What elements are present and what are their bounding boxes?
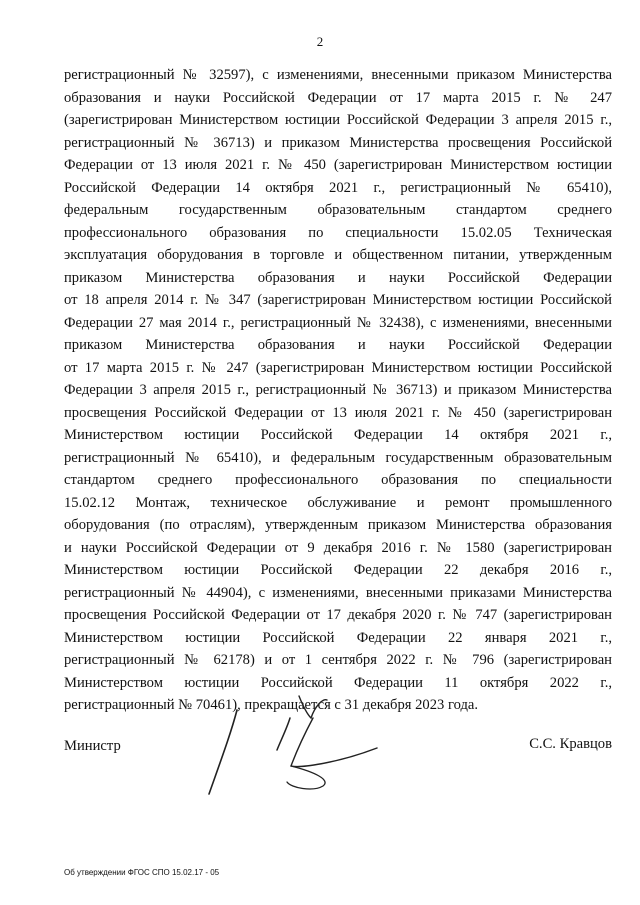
body-line: регистрационный № 32597), с изменениями, внесенными приказом Министерства (64, 67, 612, 83)
body-line: Федерации от 13 июля 2021 г. № 450 (зарегистрирован Министерством юстиции (64, 157, 612, 173)
body-line: эксплуатация оборудования в торговле и общественном питании, утвержденным (64, 247, 612, 263)
body-line: приказом Министерства образования и науки Российской Федерации (64, 337, 612, 353)
body-line: 15.02.12 Монтаж, техническое обслуживание и ремонт промышленного (64, 494, 612, 511)
body-line: и науки Российской Федерации от 9 декабря 2016 г. № 1580 (зарегистрирован (64, 539, 612, 556)
body-line-last: регистрационный № 70461), прекращается с 31 декабря 2023 года. (64, 697, 479, 713)
body-line: Федерации 27 мая 2014 г., регистрационный № 32438), с изменениями, внесенными (64, 314, 612, 331)
body-line: стандартом среднего профессионального образования по специальности (64, 472, 612, 488)
body-line: образования и науки Российской Федерации от 17 марта 2015 г. № 247 (64, 89, 612, 106)
body-line: регистрационный № 62178) и от 1 сентября 2022 г. № 796 (зарегистрирован (64, 652, 612, 668)
body-line: просвещения Российской Федерации от 13 июля 2021 г. № 450 (зарегистрирован (64, 404, 612, 421)
body-line: регистрационный № 44904), с изменениями, внесенными приказами Министерства (64, 584, 612, 601)
body-line: просвещения Российской Федерации от 17 декабря 2020 г. № 747 (зарегистрирован (64, 607, 612, 623)
body-line: Министерством юстиции Российской Федерации 22 декабря 2016 г., (64, 562, 612, 578)
body-line: Министерством юстиции Российской Федерации 22 января 2021 г., (64, 629, 612, 646)
body-line: приказом Министерства образования и науки Российской Федерации (64, 269, 612, 286)
body-line: регистрационный № 36713) и приказом Министерства просвещения Российской (64, 134, 612, 151)
footer-doc-ref: Об утверждении ФГОС СПО 15.02.17 - 05 (64, 868, 220, 877)
body-line: федеральным государственным образовательным стандартом среднего (64, 202, 612, 218)
body-line: регистрационный № 65410), и федеральным государственным образовательным (64, 449, 612, 466)
body-line: оборудования (по отраслям), утвержденным приказом Министерства образования (64, 517, 612, 533)
body-line: профессионального образования по специальности 15.02.05 Техническая (64, 224, 612, 241)
body-line: Федерации 3 апреля 2015 г., регистрационный № 36713) и приказом Министерства (64, 382, 612, 398)
body-line: Министерством юстиции Российской Федерации 11 октября 2022 г., (64, 674, 612, 691)
body-line: Министерством юстиции Российской Федерации 14 октября 2021 г., (64, 427, 612, 443)
body-line: от 18 апреля 2014 г. № 347 (зарегистрирован Министерством юстиции Российской (64, 292, 612, 308)
body-line: от 17 марта 2015 г. № 247 (зарегистрирован Министерством юстиции Российской (64, 359, 612, 376)
signatory-title: Министр (64, 738, 121, 754)
body-text (64, 64, 612, 717)
body-line: (зарегистрирован Министерством юстиции Российской Федерации 3 апреля 2015 г., (64, 112, 612, 128)
signatory-name: С.С. Кравцов (529, 736, 612, 752)
handwritten-signature (195, 688, 385, 803)
body-line: Российской Федерации 14 октября 2021 г., регистрационный № 65410), (64, 179, 612, 196)
page-number: 2 (316, 34, 324, 49)
